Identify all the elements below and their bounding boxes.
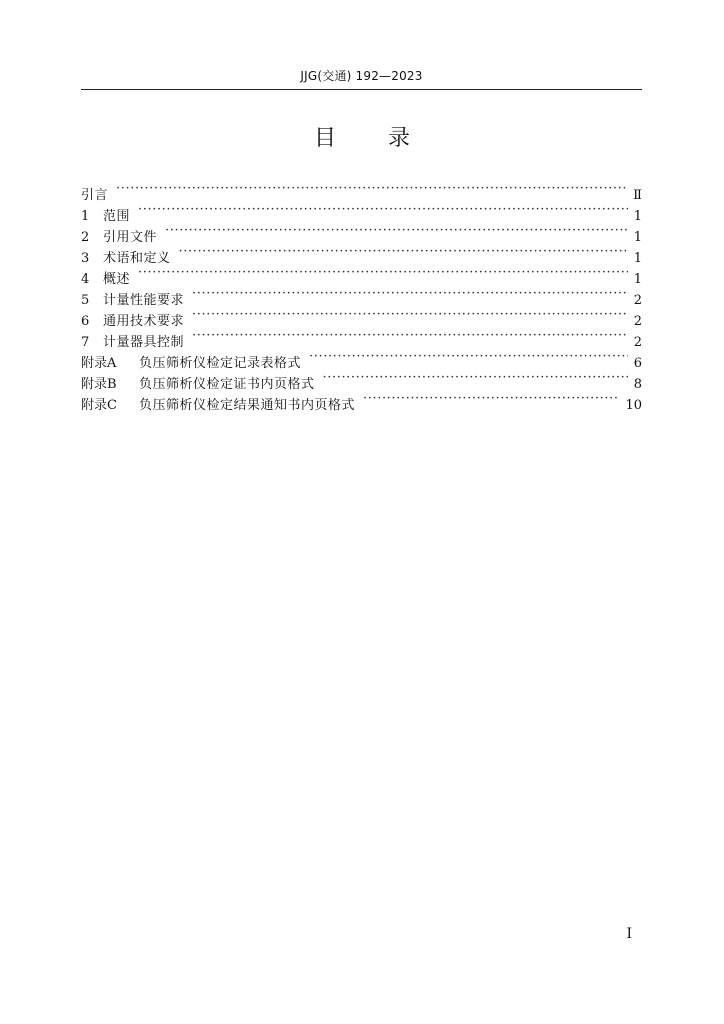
- toc-leader-dots: [179, 241, 628, 262]
- toc-entry-label: [81, 185, 108, 206]
- toc-entry-page: Ⅱ: [633, 188, 642, 203]
- toc-entry-label: [81, 269, 130, 290]
- running-header: JJG(交通) 192—2023: [300, 69, 423, 83]
- toc-entry-title: 负压筛析仪检定证书内页格式: [139, 377, 315, 392]
- header-rule: [81, 89, 642, 90]
- toc-entry-page: 2: [633, 314, 642, 329]
- toc-leader-dots: [165, 220, 628, 241]
- toc-entry-title: 负压筛析仪检定结果通知书内页格式: [139, 398, 356, 413]
- toc-leader-dots: [192, 283, 628, 304]
- toc-entry-number: 7: [81, 335, 90, 350]
- toc-entry-label: [81, 311, 184, 332]
- toc-entry[interactable]: [81, 241, 642, 266]
- table-of-contents: [81, 178, 642, 413]
- toc-leader-dots: [309, 346, 628, 367]
- toc-entry-number: 6: [81, 314, 90, 329]
- page-number: I: [626, 926, 632, 942]
- toc-entry-page: 1: [633, 209, 642, 224]
- toc-entry-label: [81, 353, 301, 374]
- toc-entry-page: 1: [633, 230, 642, 245]
- toc-entry-label: [81, 374, 315, 395]
- toc-entry-label: [81, 332, 184, 353]
- toc-leader-dots: [192, 304, 628, 325]
- toc-entry-page: 2: [633, 335, 642, 350]
- toc-entry-number: 3: [81, 251, 90, 266]
- toc-entry-number: 1: [81, 209, 90, 224]
- toc-entry[interactable]: [81, 178, 642, 203]
- toc-entry-page: 1: [633, 272, 642, 287]
- toc-entry-title: 范围: [103, 209, 131, 224]
- toc-entry-number: 5: [81, 293, 90, 308]
- toc-entry-title: 计量性能要求: [103, 293, 185, 308]
- toc-leader-dots: [138, 199, 628, 220]
- toc-entry-title: 计量器具控制: [103, 335, 185, 350]
- toc-entry[interactable]: [81, 220, 642, 245]
- toc-entry-number: 2: [81, 230, 90, 245]
- toc-entry-title: 概述: [103, 272, 131, 287]
- toc-entry[interactable]: [81, 283, 642, 308]
- toc-entry-title: 引用文件: [103, 230, 158, 245]
- toc-entry-number: 附录A: [81, 356, 117, 371]
- toc-leader-dots: [192, 325, 628, 346]
- toc-leader-dots: [363, 388, 619, 409]
- toc-entry[interactable]: [81, 199, 642, 224]
- toc-entry-title: 通用技术要求: [103, 314, 185, 329]
- toc-entry-label: [81, 290, 184, 311]
- toc-entry-label: [81, 395, 355, 416]
- toc-entry[interactable]: [81, 262, 642, 287]
- toc-leader-dots: [116, 178, 627, 199]
- toc-entry-page: 6: [633, 356, 642, 371]
- page-title: 目录: [313, 126, 462, 151]
- toc-entry-page: 2: [633, 293, 642, 308]
- toc-entry-number: 4: [81, 272, 90, 287]
- toc-entry-page: 10: [625, 398, 642, 413]
- toc-leader-dots: [323, 367, 628, 388]
- toc-entry-label: [81, 206, 130, 227]
- toc-entry-title: 负压筛析仪检定记录表格式: [139, 356, 302, 371]
- toc-entry-label: [81, 227, 157, 248]
- toc-entry-page: 8: [633, 377, 642, 392]
- toc-leader-dots: [138, 262, 628, 283]
- toc-entry-number: 附录C: [81, 398, 117, 413]
- toc-entry-title: 术语和定义: [103, 251, 171, 266]
- toc-entry-page: 1: [633, 251, 642, 266]
- toc-entry-title: 引言: [81, 188, 109, 203]
- toc-entry-number: 附录B: [81, 377, 117, 392]
